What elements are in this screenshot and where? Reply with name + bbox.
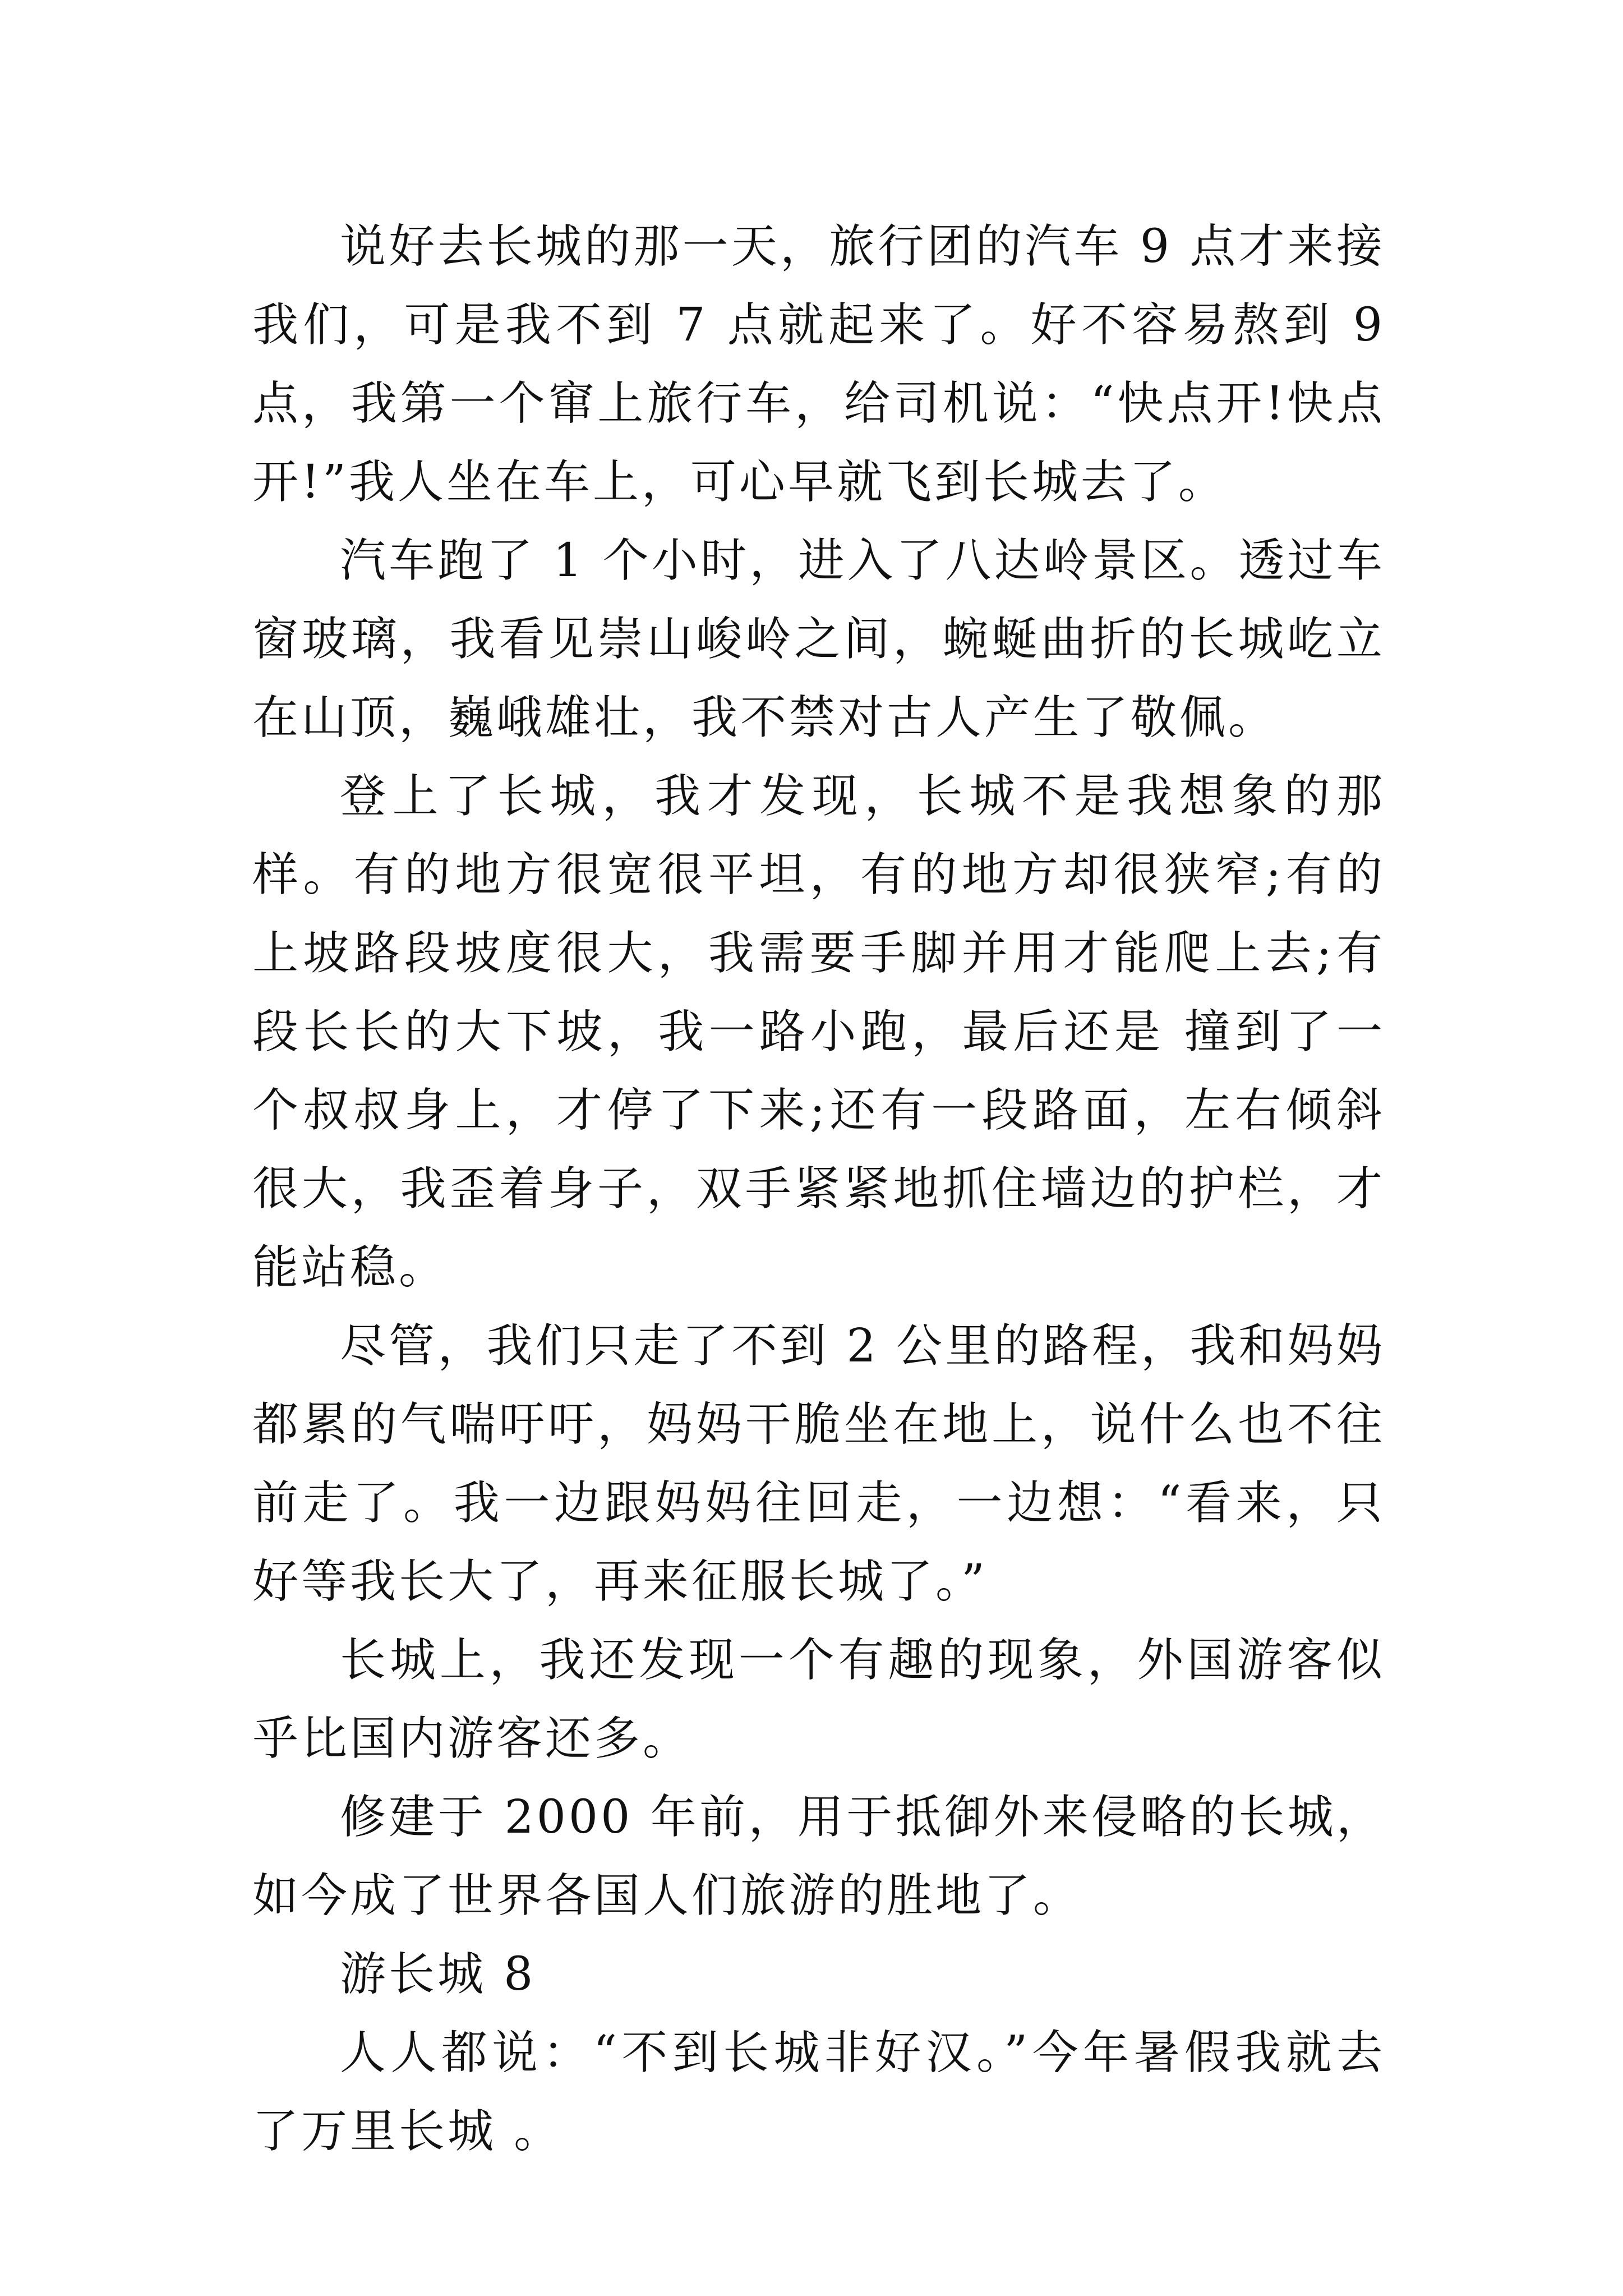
paragraph: 尽管，我们只走了不到 2 公里的路程，我和妈妈都累的气喘吁吁，妈妈干脆坐在地上，说什么也不往前走了。我一边跟妈妈往回走，一边想：“看来，只好等我长大了，再来征服长城了。”: [252, 1319, 1385, 1608]
article-body: [252, 208, 1385, 2171]
paragraph: 汽车跑了 1 个小时，进入了八达岭景区。透过车窗玻璃，我看见崇山峻岭之间，蜿蜒曲折的长城屹立在山顶，巍峨雄壮，我不禁对古人产生了敬佩。: [252, 534, 1385, 744]
paragraph: 长城上，我还发现一个有趣的现象，外国游客似乎比国内游客还多。: [252, 1634, 1385, 1765]
paragraph: 登上了长城，我才发现，长城不是我想象的那样。有的地方很宽很平坦，有的地方却很狭窄;有的上坡路段坡度很大，我需要手脚并用才能爬上去;有段长长的大下坡，我一路小跑，最后还是 撞到了一个叔叔身上，才停了下来;还有一段路面，左右倾斜很大，我歪着身子，双手紧紧地抓住墙边的护栏，才能站稳。: [252, 770, 1385, 1294]
section-heading: 游长城 8: [340, 1948, 536, 2001]
paragraph: 人人都说：“不到长城非好汉。”今年暑假我就去了万里长城 。: [252, 2026, 1385, 2158]
paragraph: 说好去长城的那一天，旅行团的汽车 9 点才来接我们，可是我不到 7 点就起来了。好不容易熬到 9 点，我第一个窜上旅行车，给司机说：“快点开!快点开!”我人坐在车上，可心早就飞到长城去了。: [252, 220, 1385, 509]
paragraph: 修建于 2000 年前，用于抵御外来侵略的长城，如今成了世界各国人们旅游的胜地了。: [252, 1791, 1385, 1922]
